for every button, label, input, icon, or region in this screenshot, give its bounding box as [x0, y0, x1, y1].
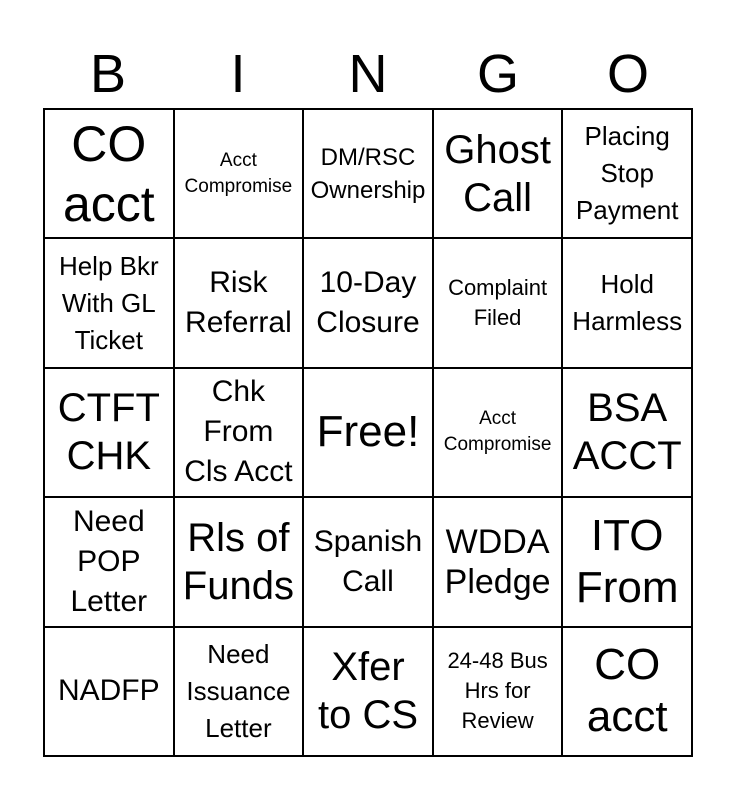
bingo-cell[interactable]: [304, 110, 434, 239]
cell-text: Need Issuance Letter: [186, 638, 291, 743]
bingo-cell[interactable]: [45, 628, 175, 757]
cell-text: Chk From Cls Acct: [184, 375, 293, 489]
bingo-cell[interactable]: [434, 110, 564, 239]
bingo-cell[interactable]: [563, 369, 693, 498]
cell-text: ITO From: [575, 510, 679, 612]
cell-text: CO acct: [586, 640, 668, 742]
bingo-cell[interactable]: [175, 498, 305, 627]
cell-text: 24-48 Bus Hrs for Review: [447, 648, 548, 734]
cell-text: Acct Compromise: [184, 149, 293, 197]
cell-text: Help Bkr With GL Ticket: [58, 250, 159, 355]
header-letter-b: B: [89, 44, 127, 104]
bingo-card-grid: [43, 108, 693, 757]
cell-text: Complaint Filed: [448, 275, 548, 331]
free-space-label: Free!: [316, 407, 420, 457]
bingo-cell[interactable]: [175, 110, 305, 239]
cell-text: Rls of Funds: [182, 515, 294, 608]
bingo-cell[interactable]: [45, 498, 175, 627]
bingo-cell[interactable]: [175, 239, 305, 368]
cell-text: BSA ACCT: [572, 386, 682, 479]
cell-text: DM/RSC Ownership: [310, 143, 426, 204]
cell-text: 10-Day Closure: [316, 266, 420, 340]
header-letter-o: O: [606, 44, 649, 104]
cell-text: Need POP Letter: [70, 504, 148, 618]
bingo-cell[interactable]: [563, 110, 693, 239]
bingo-cell[interactable]: [563, 239, 693, 368]
cell-text: NADFP: [57, 674, 160, 708]
cell-text: CO acct: [62, 115, 155, 232]
bingo-cell[interactable]: [434, 369, 564, 498]
bingo-cell[interactable]: [45, 110, 175, 239]
header-letter-g: G: [476, 44, 519, 104]
cell-text: Ghost Call: [444, 127, 551, 220]
bingo-cell[interactable]: [434, 628, 564, 757]
bingo-cell[interactable]: [175, 628, 305, 757]
bingo-cell[interactable]: [304, 628, 434, 757]
bingo-cell[interactable]: [304, 239, 434, 368]
cell-text: CTFT CHK: [57, 386, 160, 479]
cell-text: Placing Stop Payment: [575, 121, 679, 226]
bingo-cell[interactable]: [45, 239, 175, 368]
cell-text: Xfer to CS: [317, 645, 419, 738]
bingo-cell[interactable]: [45, 369, 175, 498]
bingo-cell[interactable]: [304, 498, 434, 627]
cell-text: Spanish Call: [313, 524, 423, 598]
bingo-header: [43, 40, 693, 108]
bingo-cell[interactable]: [434, 239, 564, 368]
free-space-cell[interactable]: [304, 369, 434, 498]
bingo-cell[interactable]: [175, 369, 305, 498]
cell-text: WDDA Pledge: [444, 522, 551, 601]
header-letter-n: N: [348, 44, 388, 104]
cell-text: Acct Compromise: [443, 408, 552, 456]
cell-text: Hold Harmless: [572, 269, 683, 337]
header-letter-i: I: [230, 44, 246, 104]
cell-text: Risk Referral: [185, 266, 292, 340]
bingo-cell[interactable]: [434, 498, 564, 627]
bingo-cell[interactable]: [563, 628, 693, 757]
bingo-cell[interactable]: [563, 498, 693, 627]
